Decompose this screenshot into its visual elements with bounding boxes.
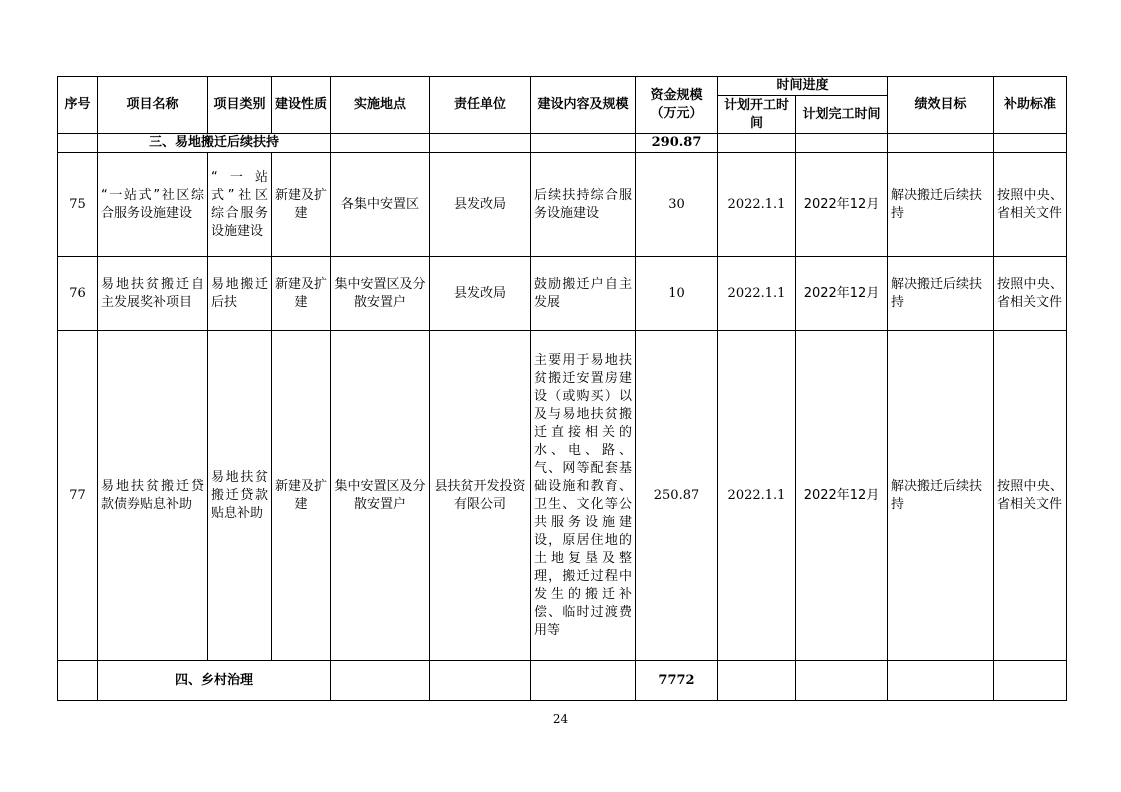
section-3-title: 三、易地搬迁后续扶持 [98, 134, 331, 153]
row-content: 后续扶持综合服务设施建设 [531, 153, 636, 257]
col-header-category: 项目类别 [208, 77, 272, 134]
section-4-title: 四、乡村治理 [98, 661, 331, 701]
row-name: “一站式”社区综合服务设施建设 [98, 153, 208, 257]
row-subsidy: 按照中央、省相关文件 [994, 257, 1067, 331]
section-4-empty-location [331, 661, 430, 701]
table-row [58, 331, 1067, 661]
col-header-end: 计划完工时间 [796, 96, 888, 134]
section-4-empty-unit [430, 661, 531, 701]
page-number: 24 [552, 712, 569, 726]
col-header-schedule: 时间进度 [718, 77, 888, 96]
section-3-empty-goal [888, 134, 994, 153]
col-header-nature: 建设性质 [272, 77, 331, 134]
row-funds: 30 [636, 153, 718, 257]
row-end: 2022年12月 [796, 257, 888, 331]
row-funds: 250.87 [636, 331, 718, 661]
section-3-empty-unit [430, 134, 531, 153]
col-header-goal: 绩效目标 [888, 77, 994, 134]
row-goal: 解决搬迁后续扶持 [888, 257, 994, 331]
section-4-funds: 7772 [636, 661, 718, 701]
row-nature: 新建及扩建 [272, 153, 331, 257]
section-4-empty-goal [888, 661, 994, 701]
section-3-empty-content [531, 134, 636, 153]
section-4-empty-subsidy [994, 661, 1067, 701]
section-4-empty-seq [58, 661, 98, 701]
col-header-unit: 责任单位 [430, 77, 531, 134]
section-4-empty-end [796, 661, 888, 701]
project-table [57, 76, 1067, 701]
row-nature: 新建及扩建 [272, 257, 331, 331]
header-row-1 [58, 77, 1067, 96]
row-goal: 解决搬迁后续扶持 [888, 331, 994, 661]
row-subsidy: 按照中央、省相关文件 [994, 331, 1067, 661]
row-start: 2022.1.1 [718, 257, 796, 331]
section-3-empty-subsidy [994, 134, 1067, 153]
row-category: 易地扶贫搬迁贷款贴息补助 [208, 331, 272, 661]
col-header-funds: 资金规模（万元） [636, 77, 718, 134]
row-name: 易地扶贫搬迁自主发展奖补项目 [98, 257, 208, 331]
col-header-name: 项目名称 [98, 77, 208, 134]
row-category: “一站式”社区综合服务设施建设 [208, 153, 272, 257]
section-3-empty-location [331, 134, 430, 153]
row-goal: 解决搬迁后续扶持 [888, 153, 994, 257]
row-subsidy: 按照中央、省相关文件 [994, 153, 1067, 257]
row-location: 各集中安置区 [331, 153, 430, 257]
section-3-empty-end [796, 134, 888, 153]
table-row [58, 257, 1067, 331]
section-3-empty-start [718, 134, 796, 153]
row-location: 集中安置区及分散安置户 [331, 331, 430, 661]
row-unit: 县发改局 [430, 153, 531, 257]
row-content: 鼓励搬迁户自主发展 [531, 257, 636, 331]
row-nature: 新建及扩建 [272, 331, 331, 661]
section-4-empty-start [718, 661, 796, 701]
table-row [58, 153, 1067, 257]
row-funds: 10 [636, 257, 718, 331]
row-start: 2022.1.1 [718, 153, 796, 257]
section-3-funds: 290.87 [636, 134, 718, 153]
row-content: 主要用于易地扶贫搬迁安置房建设（或购买）以及与易地扶贫搬迁直接相关的水、电、路、气、网等配套基础设施和教育、卫生、文化等公共服务设施建设，原居住地的土地复垦及整理，搬迁过程中发生的搬迁补偿、临时过渡费用等 [531, 331, 636, 661]
col-header-start: 计划开工时间 [718, 96, 796, 134]
col-header-seq: 序号 [58, 77, 98, 134]
col-header-location: 实施地点 [331, 77, 430, 134]
row-end: 2022年12月 [796, 331, 888, 661]
row-location: 集中安置区及分散安置户 [331, 257, 430, 331]
row-seq: 76 [58, 257, 98, 331]
col-header-content: 建设内容及规模 [531, 77, 636, 134]
section-4-empty-content [531, 661, 636, 701]
row-unit: 县发改局 [430, 257, 531, 331]
row-start: 2022.1.1 [718, 331, 796, 661]
row-category: 易地搬迁后扶 [208, 257, 272, 331]
row-unit: 县扶贫开发投资有限公司 [430, 331, 531, 661]
section-row-4 [58, 661, 1067, 701]
row-seq: 77 [58, 331, 98, 661]
row-end: 2022年12月 [796, 153, 888, 257]
col-header-subsidy: 补助标准 [994, 77, 1067, 134]
row-name: 易地扶贫搬迁贷款债券贴息补助 [98, 331, 208, 661]
section-row-3 [58, 134, 1067, 153]
row-seq: 75 [58, 153, 98, 257]
section-3-empty-seq [58, 134, 98, 153]
